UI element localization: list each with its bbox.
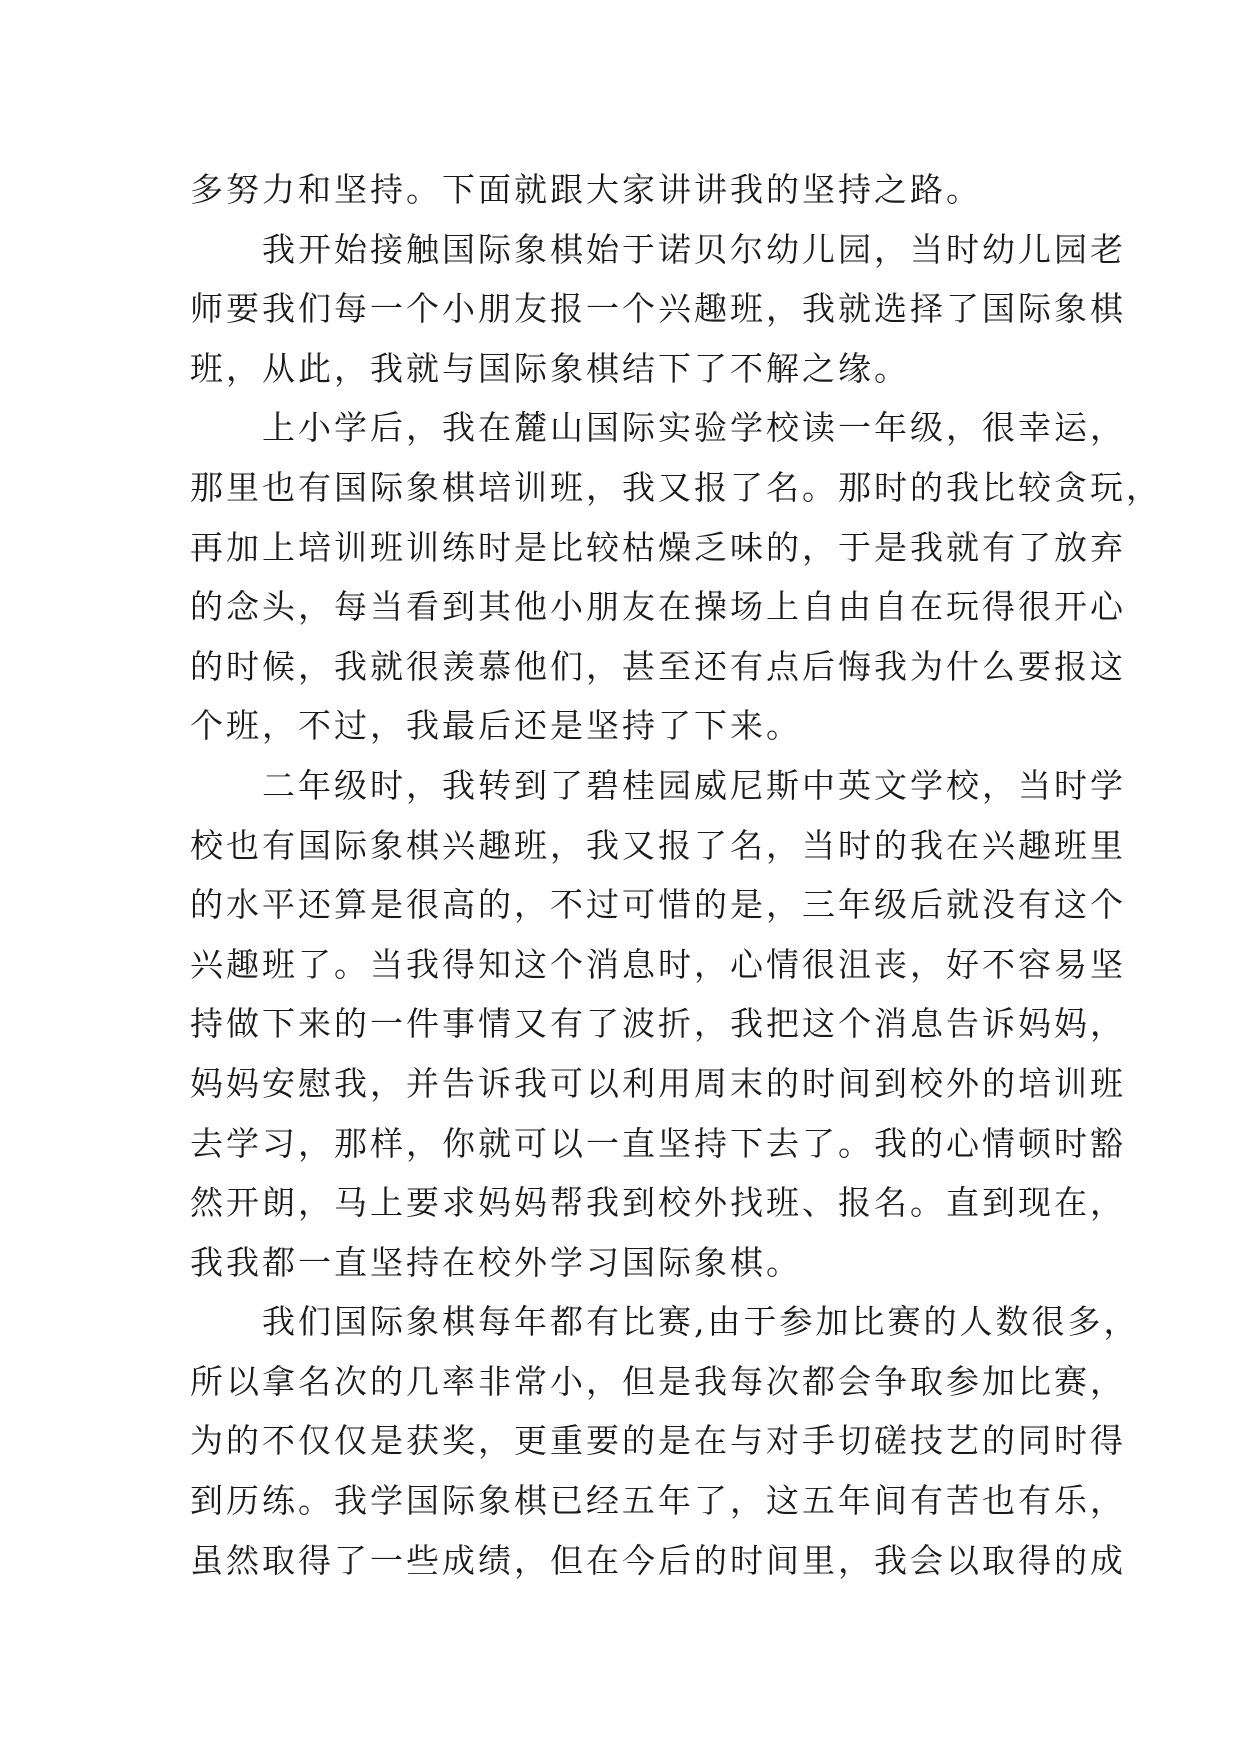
text-line: 然开朗，马上要求妈妈帮我到校外找班、报名。直到现在， — [190, 1183, 1126, 1223]
paragraph-start-line: 二年级时，我转到了碧桂园威尼斯中英文学校，当时学 — [262, 765, 1126, 805]
text-line: 为的不仅仅是获奖，更重要的是在与对手切磋技艺的同时得 — [190, 1421, 1126, 1461]
text-line: 妈妈安慰我，并告诉我可以利用周末的时间到校外的培训班 — [190, 1063, 1126, 1103]
text-line: 多努力和坚持。下面就跟大家讲讲我的坚持之路。 — [190, 170, 982, 209]
text-line: 校也有国际象棋兴趣班，我又报了名，当时的我在兴趣班里 — [190, 825, 1126, 865]
text-line: 虽然取得了一些成绩，但在今后的时间里，我会以取得的成 — [190, 1540, 1126, 1580]
text-line: 所以拿名次的几率非常小，但是我每次都会争取参加比赛， — [190, 1361, 1126, 1401]
text-line: 的时候，我就很羡慕他们，甚至还有点后悔我为什么要报这 — [190, 646, 1126, 686]
text-line: 那里也有国际象棋培训班，我又报了名。那时的我比较贪玩， — [190, 467, 1162, 507]
text-line: 到历练。我学国际象棋已经五年了，这五年间有苦也有乐， — [190, 1481, 1126, 1521]
paragraph-start-line: 我开始接触国际象棋始于诺贝尔幼儿园，当时幼儿园老 — [262, 229, 1126, 269]
paragraph-start-line: 我们国际象棋每年都有比赛,由于参加比赛的人数很多， — [262, 1302, 1140, 1342]
text-line: 持做下来的一件事情又有了波折，我把这个消息告诉妈妈， — [190, 1004, 1126, 1044]
text-line: 再加上培训班训练时是比较枯燥乏味的，于是我就有了放弃 — [190, 527, 1126, 567]
text-line: 我我都一直坚持在校外学习国际象棋。 — [190, 1242, 802, 1282]
text-line: 个班，不过，我最后还是坚持了下来。 — [190, 706, 802, 746]
text-line: 师要我们每一个小朋友报一个兴趣班，我就选择了国际象棋 — [190, 289, 1126, 329]
text-line: 班，从此，我就与国际象棋结下了不解之缘。 — [190, 348, 910, 388]
essay-body — [190, 160, 1162, 1590]
text-line: 的水平还算是很高的，不过可惜的是，三年级后就没有这个 — [190, 885, 1126, 925]
text-line: 兴趣班了。当我得知这个消息时，心情很沮丧，好不容易坚 — [190, 944, 1126, 984]
text-line: 的念头，每当看到其他小朋友在操场上自由自在玩得很开心 — [190, 587, 1126, 627]
paragraph-start-line: 上小学后，我在麓山国际实验学校读一年级，很幸运， — [262, 408, 1126, 448]
text-line: 去学习，那样，你就可以一直坚持下去了。我的心情顿时豁 — [190, 1123, 1126, 1163]
